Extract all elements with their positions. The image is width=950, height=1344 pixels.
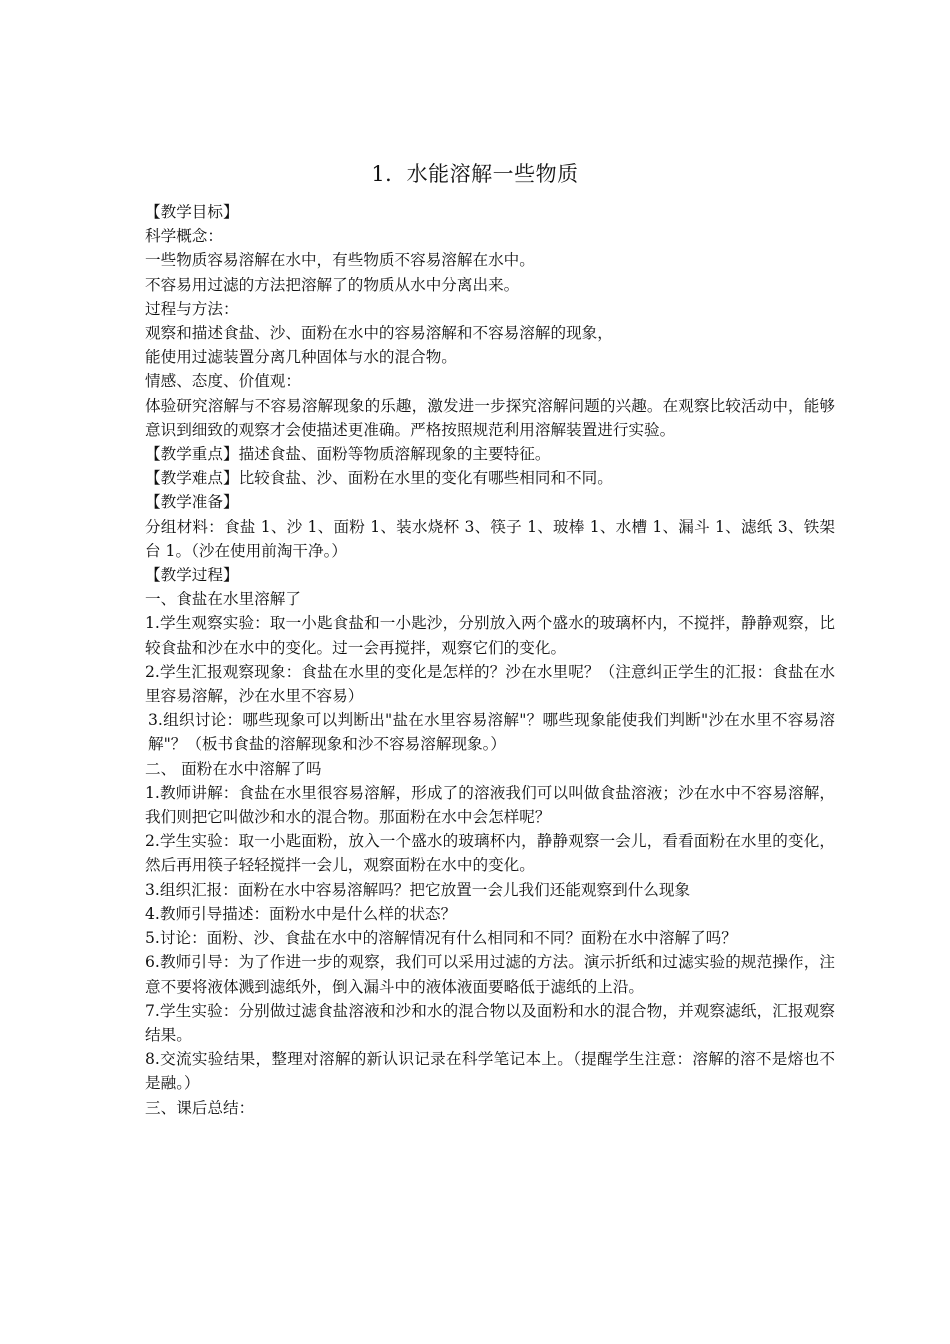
subheading-process: 过程与方法： bbox=[145, 299, 239, 318]
list-item: 1.学生观察实验：取一小匙食盐和一小匙沙，分别放入两个盛水的玻璃杯内，不搅拌，静静观察，比较食盐和沙在水中的变化。过一会再搅拌，观察它们的变化。 bbox=[145, 614, 835, 657]
list-item: 6.教师引导：为了作进一步的观察，我们可以采用过滤的方法。演示折纸和过滤实验的规范操作，注意不要将液体溅到滤纸外，倒入漏斗中的液体液面要略低于滤纸的上沿。 bbox=[145, 953, 835, 996]
list-item: 3.组织汇报：面粉在水中容易溶解吗？把它放置一会儿我们还能观察到什么现象 bbox=[145, 880, 691, 899]
list-item: 3.组织讨论：哪些现象可以判断出"盐在水里容易溶解"？哪些现象能使我们判断"沙在水里不容易溶解"？（板书食盐的溶解现象和沙不容易溶解现象。） bbox=[148, 711, 835, 754]
paragraph: 观察和描述食盐、沙、面粉在水中的容易溶解和不容易溶解的现象， bbox=[145, 324, 613, 343]
paragraph: 分组材料：食盐 1、沙 1、面粉 1、装水烧杯 3、筷子 1、玻棒 1、水槽 1、漏斗 1、滤纸 3、铁架台 1。（沙在使用前淘干净。） bbox=[145, 517, 835, 560]
heading-difficulties: 【教学难点】比较食盐、沙、面粉在水里的变化有哪些相同和不同。 bbox=[145, 469, 613, 488]
heading-teaching-process: 【教学过程】 bbox=[145, 566, 239, 585]
list-item: 2.学生汇报观察现象：食盐在水里的变化是怎样的？沙在水里呢？（注意纠正学生的汇报：食盐在水里容易溶解，沙在水里不容易） bbox=[145, 662, 835, 706]
heading-key-points: 【教学重点】描述食盐、面粉等物质溶解现象的主要特征。 bbox=[145, 445, 551, 464]
paragraph: 能使用过滤装置分离几种固体与水的混合物。 bbox=[145, 348, 457, 367]
list-item: 2.学生实验：取一小匙面粉，放入一个盛水的玻璃杯内，静静观察一会儿，看看面粉在水里的变化，然后再用筷子轻轻搅拌一会儿，观察面粉在水中的变化。 bbox=[145, 832, 835, 875]
paragraph: 一些物质容易溶解在水中，有些物质不容易溶解在水中。 bbox=[145, 251, 535, 270]
subheading-attitude: 情感、态度、价值观： bbox=[145, 372, 301, 391]
list-item: 4.教师引导描述：面粉水中是什么样的状态？ bbox=[145, 904, 457, 923]
list-item: 8.交流实验结果，整理对溶解的新认识记录在科学笔记本上。（提醒学生注意：溶解的溶不是熔也不是融。） bbox=[145, 1050, 835, 1093]
section-heading: 二、 面粉在水中溶解了吗 bbox=[145, 759, 322, 778]
document-title: 1．水能溶解一些物质 bbox=[371, 162, 579, 186]
subheading-concepts: 科学概念： bbox=[145, 227, 223, 246]
section-heading: 三、课后总结： bbox=[145, 1098, 255, 1117]
section-heading: 一、食盐在水里溶解了 bbox=[145, 590, 301, 609]
paragraph: 体验研究溶解与不容易溶解现象的乐趣，激发进一步探究溶解问题的兴趣。在观察比较活动中，能够意识到细致的观察才会使描述更准确。严格按照规范利用溶解装置进行实验。 bbox=[145, 396, 835, 439]
heading-objectives: 【教学目标】 bbox=[145, 203, 239, 221]
list-item: 5.讨论：面粉、沙、食盐在水中的溶解情况有什么相同和不同？面粉在水中溶解了吗？ bbox=[145, 929, 737, 948]
document-body bbox=[145, 200, 835, 1120]
list-item: 1.教师讲解：食盐在水里很容易溶解，形成了的溶液我们可以叫做食盐溶液；沙在水中不容易溶解，我们则把它叫做沙和水的混合物。那面粉在水中会怎样呢？ bbox=[145, 783, 835, 827]
paragraph: 不容易用过滤的方法把溶解了的物质从水中分离出来。 bbox=[145, 275, 520, 294]
list-item: 7.学生实验：分别做过滤食盐溶液和沙和水的混合物以及面粉和水的混合物，并观察滤纸，汇报观察结果。 bbox=[145, 1001, 835, 1044]
heading-preparation: 【教学准备】 bbox=[145, 493, 239, 512]
